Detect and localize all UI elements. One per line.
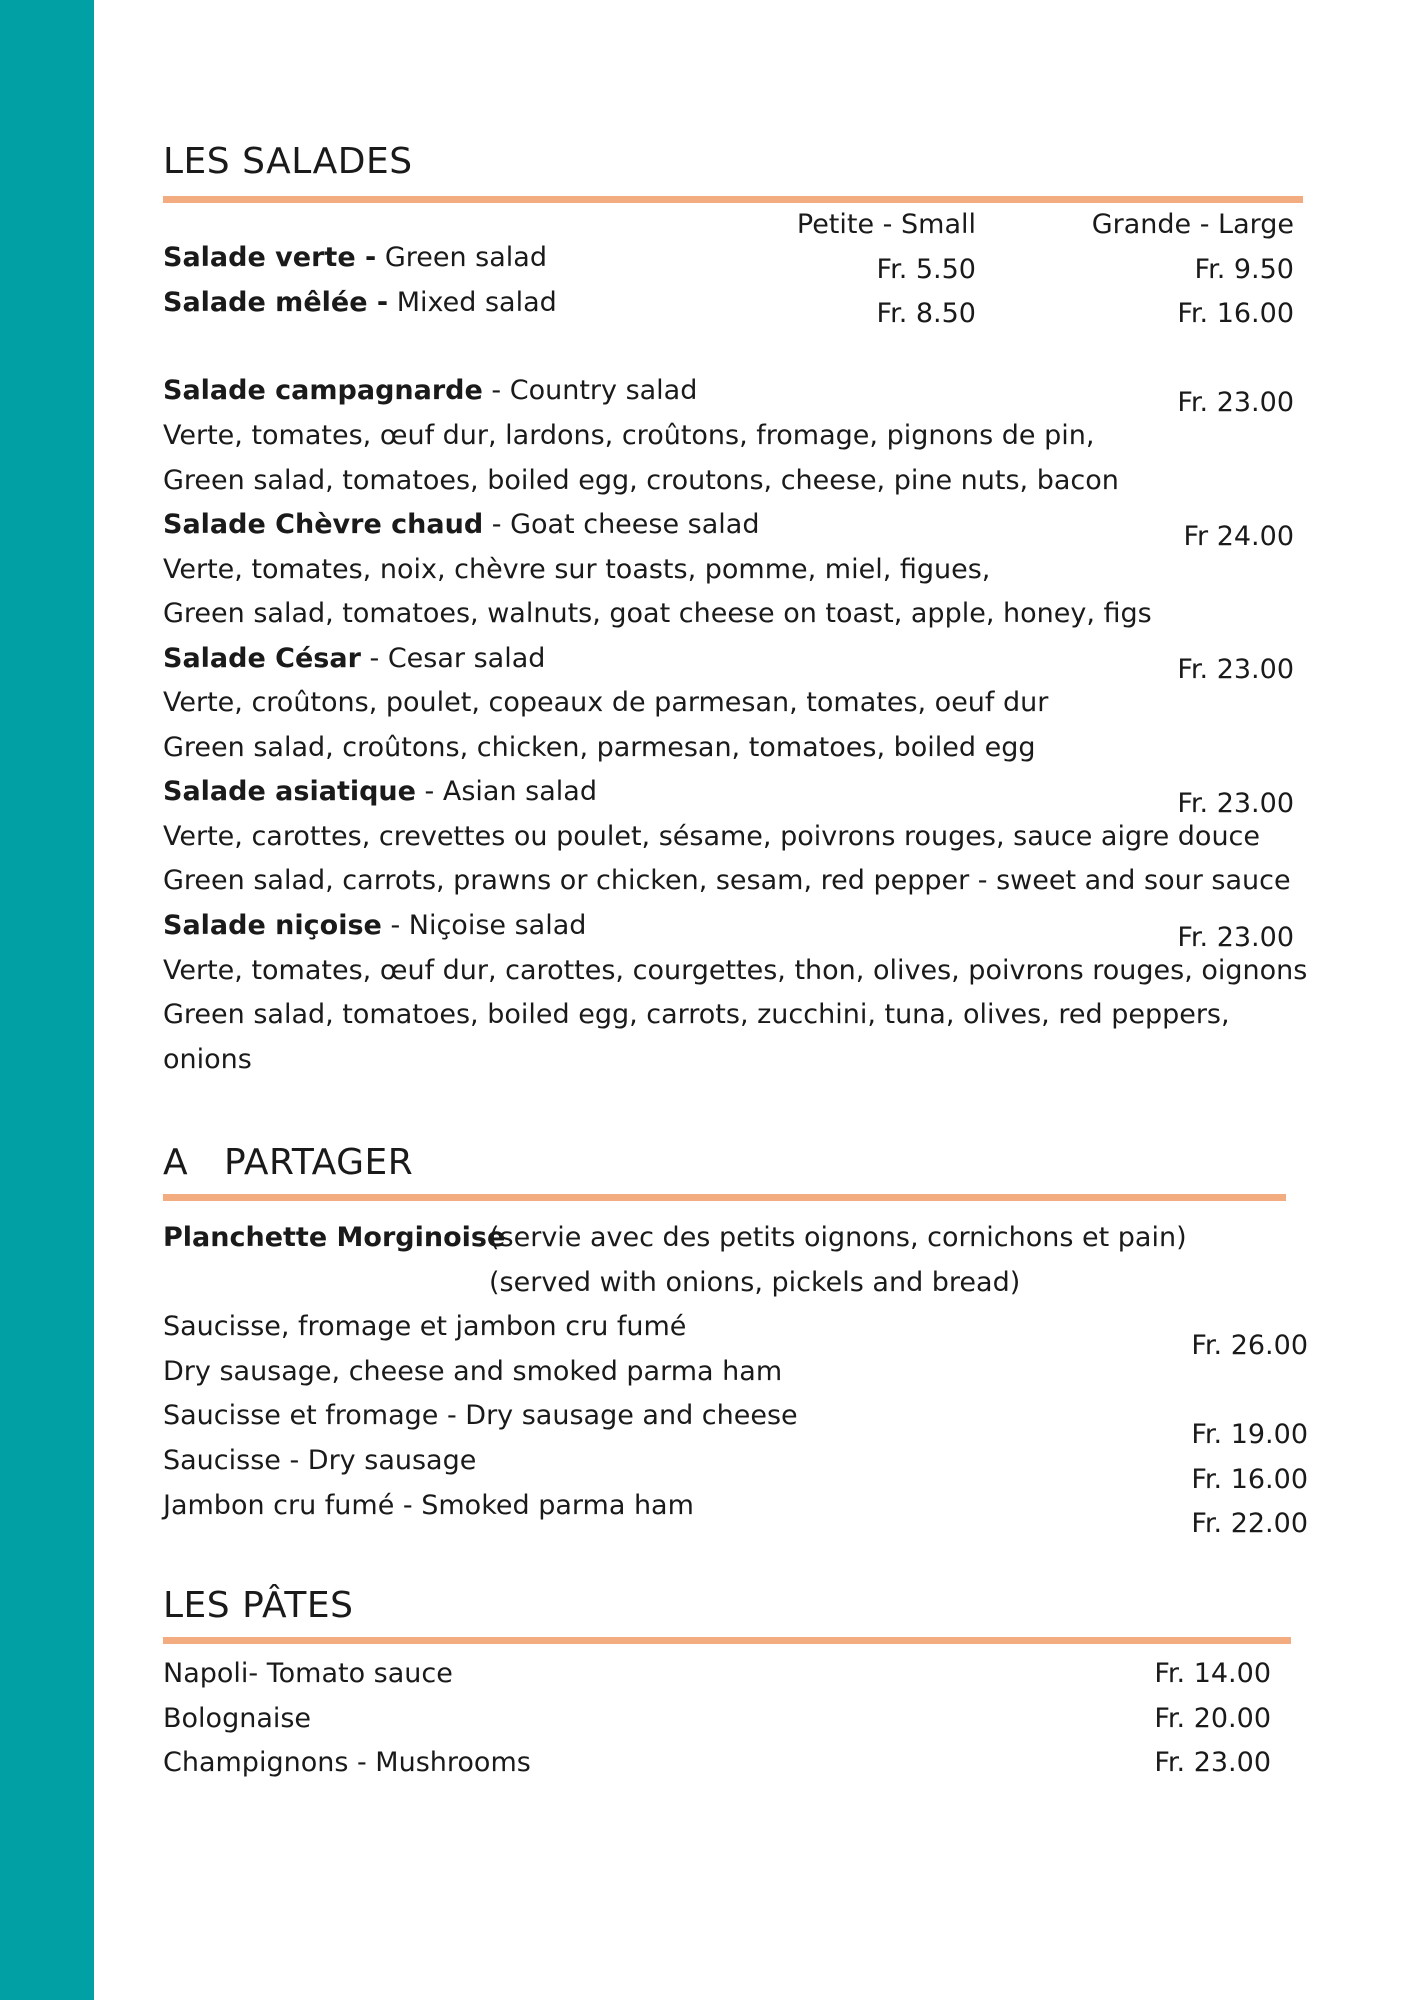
plank-option: Jambon cru fumé - Smoked parma ham (163, 1490, 694, 1521)
pasta-price: Fr. 20.00 (1154, 1703, 1271, 1734)
plank-option: Dry sausage, cheese and smoked parma ham (163, 1356, 783, 1387)
section-title-salades: LES SALADES (163, 141, 413, 182)
plank-option: Saucisse, fromage et jambon cru fumé (163, 1311, 687, 1342)
plank-price: Fr. 26.00 (1191, 1330, 1308, 1361)
item-ingredients-fr: Verte, croûtons, poulet, copeaux de parmesan, tomates, oeuf dur (163, 687, 1049, 718)
section-rule-partager (163, 1194, 1286, 1201)
menu-item (163, 377, 697, 404)
item-price: Fr 24.00 (1183, 521, 1294, 552)
item-ingredients-en: Green salad, croûtons, chicken, parmesan, tomatoes, boiled egg (163, 732, 1036, 763)
teal-sidebar (0, 0, 94, 2000)
item-ingredients-en: Green salad, tomatoes, boiled egg, carrots, zucchini, tuna, olives, red peppers, (163, 999, 1230, 1030)
item-ingredients-fr: Verte, tomates, œuf dur, carottes, courgettes, thon, olives, poivrons rouges, oignons (163, 955, 1308, 986)
item-name: Salade verte - (163, 242, 377, 273)
item-desc: - Goat cheese salad (483, 509, 760, 540)
item-ingredients-en-cont: onions (163, 1044, 252, 1075)
item-name: Salade niçoise (163, 910, 382, 941)
plank-price: Fr. 22.00 (1191, 1508, 1308, 1539)
menu-item (163, 912, 586, 939)
section-title-pates: LES PÂTES (163, 1585, 354, 1626)
price-large: Fr. 9.50 (1194, 254, 1294, 285)
item-name: Salade Chèvre chaud (163, 509, 484, 540)
pasta-price: Fr. 14.00 (1154, 1658, 1271, 1689)
plank-desc-en: (served with onions, pickels and bread) (489, 1267, 1021, 1298)
menu-item (163, 289, 557, 316)
item-ingredients-fr: Verte, carottes, crevettes ou poulet, sésame, poivrons rouges, sauce aigre douce (163, 821, 1261, 852)
item-ingredients-en: Green salad, carrots, prawns or chicken, sesam, red pepper - sweet and sour sauce (163, 865, 1291, 896)
item-price: Fr. 23.00 (1177, 654, 1294, 685)
pasta-item: Napoli- Tomato sauce (163, 1658, 453, 1689)
item-desc: Green salad (376, 242, 547, 273)
plank-option: Saucisse et fromage - Dry sausage and cheese (163, 1400, 798, 1431)
item-name: Salade asiatique (163, 776, 416, 807)
item-price: Fr. 23.00 (1177, 788, 1294, 819)
menu-item (163, 511, 759, 538)
section-rule-pates (163, 1637, 1291, 1644)
price-small: Fr. 5.50 (876, 254, 976, 285)
column-header-large: Grande - Large (1091, 209, 1294, 240)
section-title-partager: A PARTAGER (163, 1142, 414, 1183)
item-desc: Mixed salad (388, 287, 557, 318)
pasta-item: Bolognaise (163, 1703, 312, 1734)
plank-desc-fr: (servie avec des petits oignons, cornichons et pain) (489, 1222, 1187, 1253)
pasta-item: Champignons - Mushrooms (163, 1747, 531, 1778)
item-ingredients-fr: Verte, tomates, œuf dur, lardons, croûtons, fromage, pignons de pin, (163, 420, 1095, 451)
plank-price: Fr. 16.00 (1191, 1464, 1308, 1495)
item-price: Fr. 23.00 (1177, 922, 1294, 953)
item-ingredients-en: Green salad, tomatoes, boiled egg, croutons, cheese, pine nuts, bacon (163, 465, 1119, 496)
item-price: Fr. 23.00 (1177, 387, 1294, 418)
plank-name: Planchette Morginoise (163, 1222, 506, 1253)
item-name: Salade mêlée - (163, 287, 389, 318)
item-name: Salade César (163, 643, 361, 674)
item-ingredients-en: Green salad, tomatoes, walnuts, goat cheese on toast, apple, honey, figs (163, 598, 1152, 629)
plank-option: Saucisse - Dry sausage (163, 1445, 477, 1476)
item-ingredients-fr: Verte, tomates, noix, chèvre sur toasts, pomme, miel, figues, (163, 554, 991, 585)
plank-price: Fr. 19.00 (1191, 1419, 1308, 1450)
price-small: Fr. 8.50 (876, 298, 976, 329)
item-name: Salade campagnarde (163, 375, 483, 406)
menu-item (163, 244, 547, 271)
pasta-price: Fr. 23.00 (1154, 1747, 1271, 1778)
section-rule-salades (163, 196, 1303, 203)
item-desc: - Asian salad (415, 776, 597, 807)
price-large: Fr. 16.00 (1177, 298, 1294, 329)
menu-item (163, 778, 597, 805)
menu-item (163, 645, 545, 672)
item-desc: - Niçoise salad (381, 910, 587, 941)
column-header-small: Petite - Small (796, 209, 976, 240)
item-desc: - Country salad (482, 375, 698, 406)
item-desc: - Cesar salad (360, 643, 546, 674)
